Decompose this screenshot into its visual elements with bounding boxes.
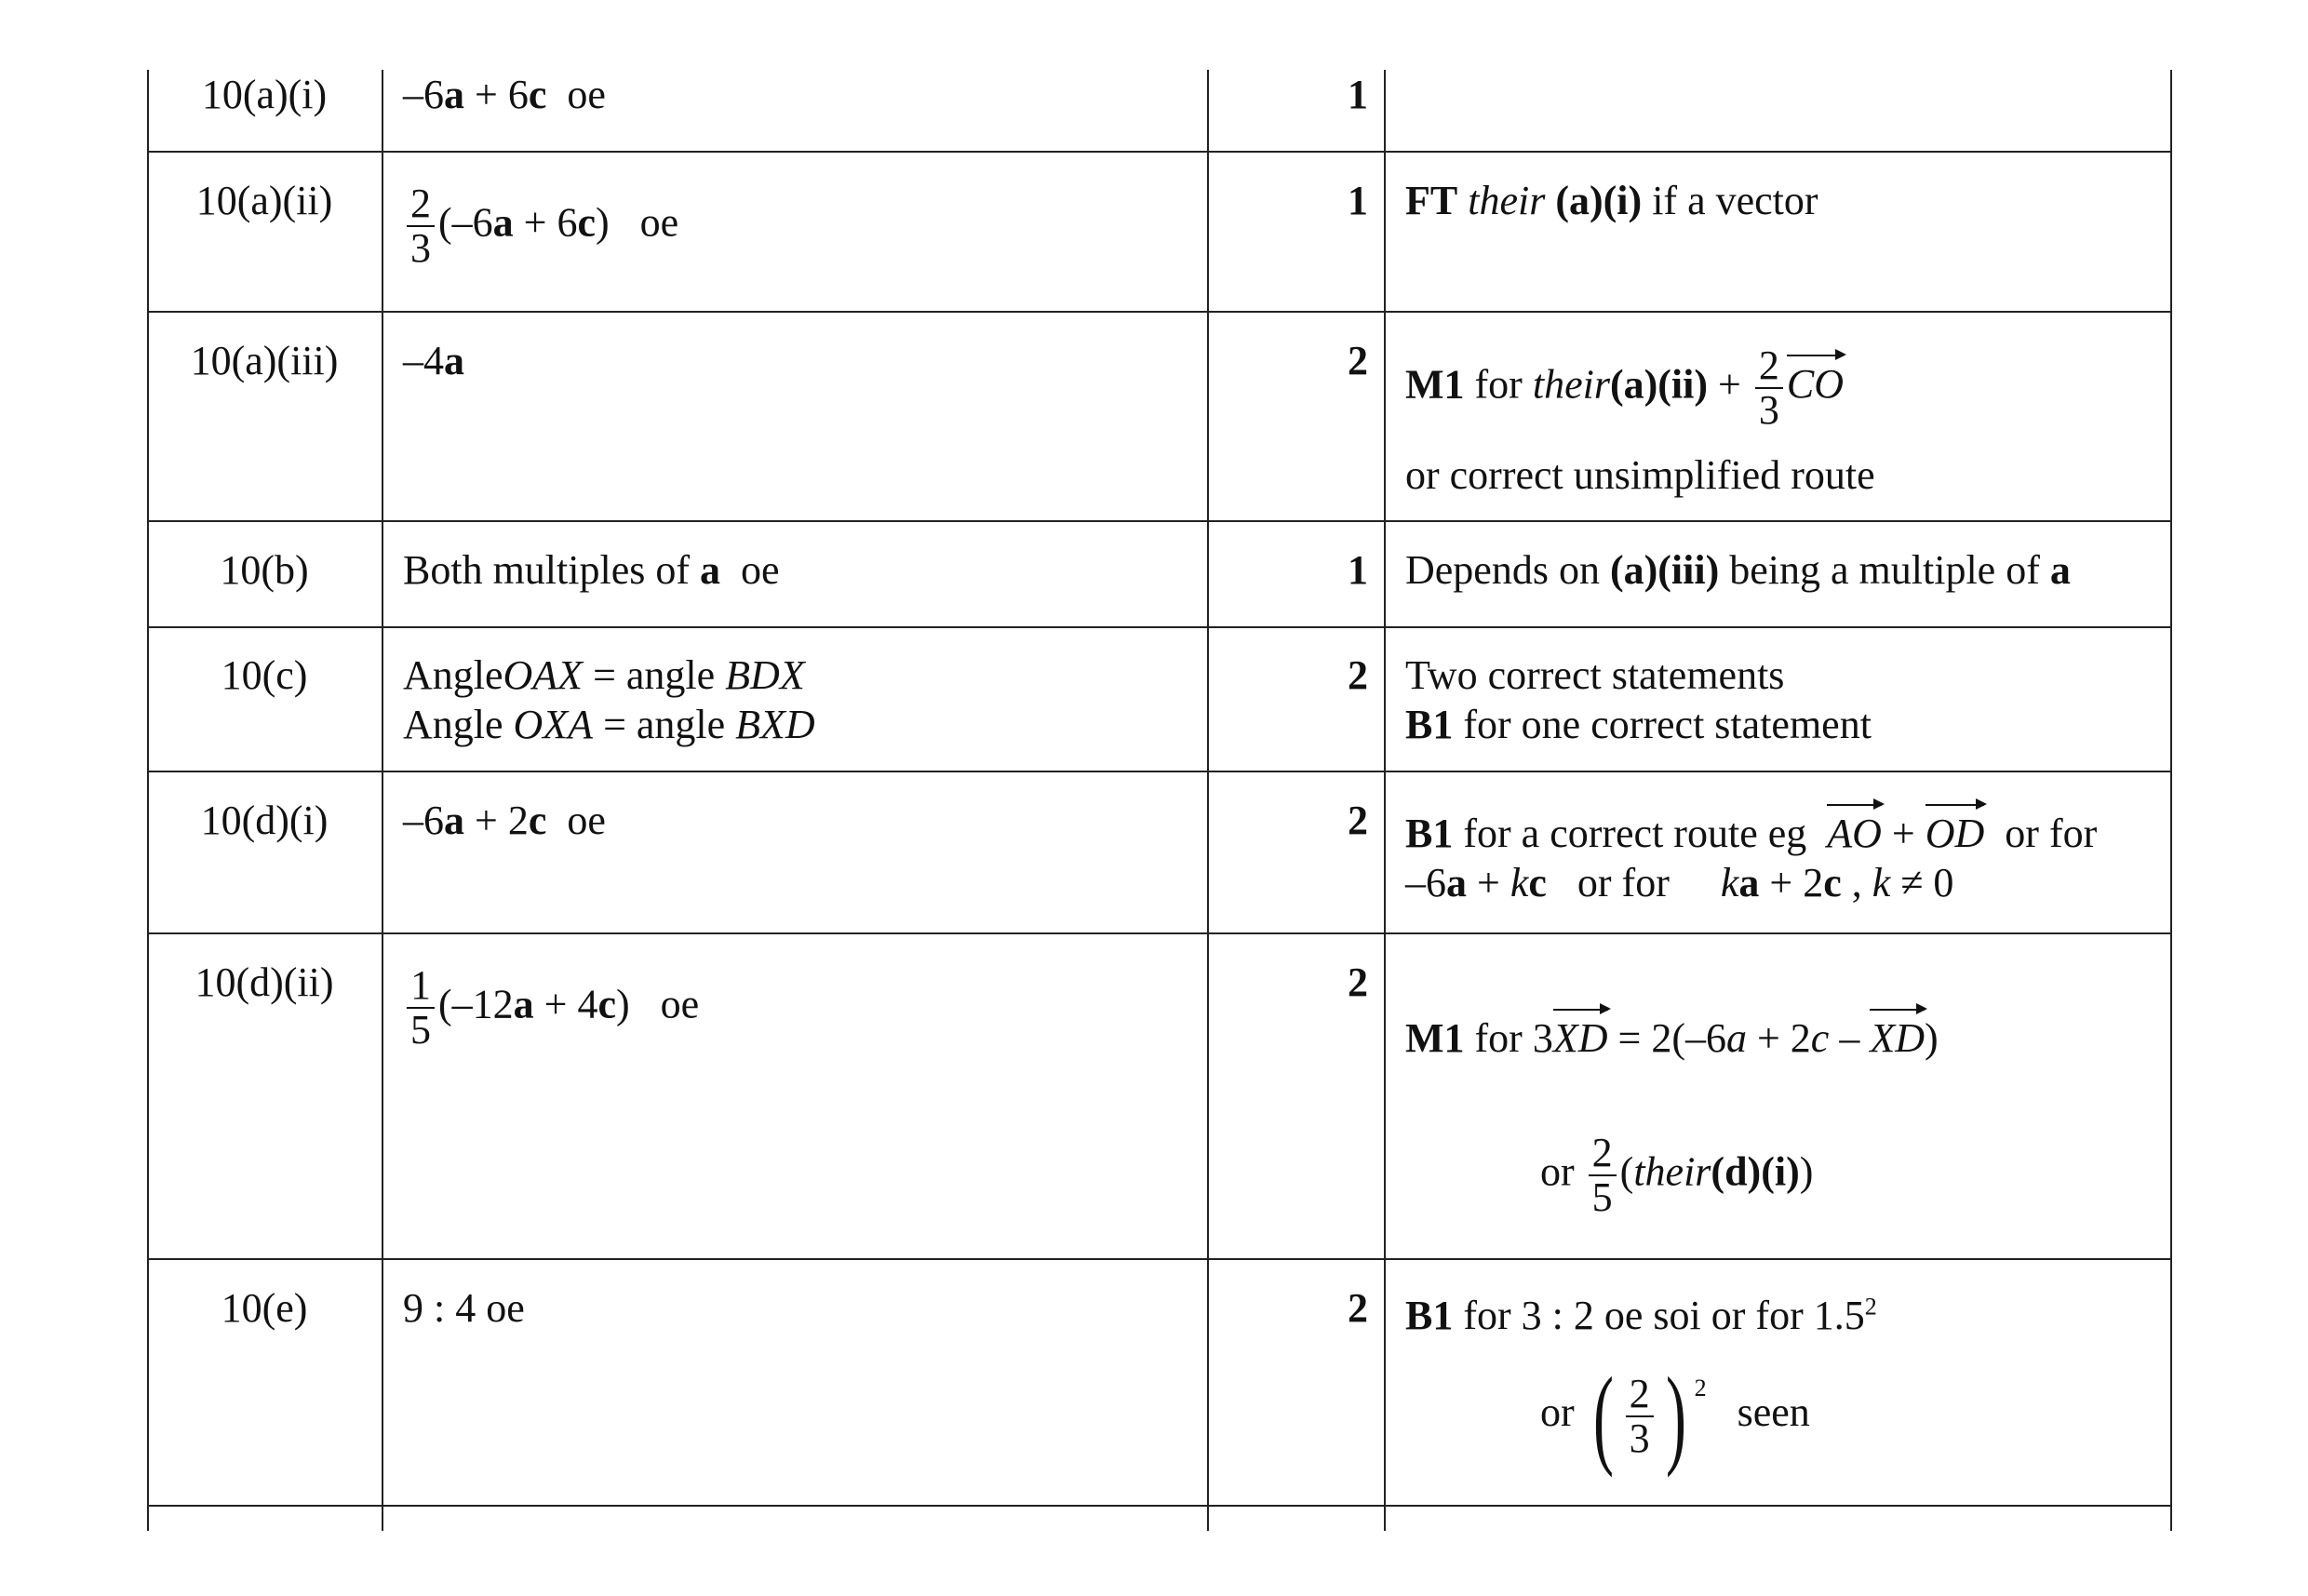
answer: AngleOAX = angle BDX Angle OXA = angle BXD (403, 652, 815, 747)
marks: 1 (1348, 547, 1368, 593)
answer: $\frac{2}{3}$ (–6a + 6c) oe (403, 182, 678, 270)
row-divider (147, 520, 2172, 522)
guidance: Two correct statements B1 for one correct statement (1405, 652, 1872, 747)
answer: –6a + 6c oe (403, 72, 606, 117)
row-divider (147, 771, 2172, 772)
row-divider (147, 1258, 2172, 1260)
marks: 2 (1348, 652, 1368, 698)
row-divider (147, 151, 2172, 153)
table-border-right (2170, 70, 2172, 1531)
marks: 2 (1348, 959, 1368, 1005)
column-divider (1207, 70, 1209, 1531)
answer: 9 : 4 oe (403, 1285, 525, 1331)
answer: –4a (403, 338, 464, 383)
guidance: M1 for 3XD = 2(–6a + 2c – XD) (1405, 1014, 1939, 1064)
question-number: 10(a)(ii) (195, 178, 333, 223)
guidance: or correct unsimplified route (1405, 452, 1875, 498)
guidance: FT their (a)(i) if a vector (1405, 178, 1818, 223)
row-divider (147, 932, 2172, 934)
row-divider (147, 626, 2172, 628)
row-divider (147, 311, 2172, 313)
marks: 2 (1348, 798, 1368, 843)
guidance: or $\frac{2}{5}$ (their(d)(i)) (1540, 1130, 1814, 1221)
row-divider (147, 1505, 2172, 1507)
guidance: or ( $\frac{2}{3}$ ) $^2$ seen (1540, 1354, 1810, 1478)
marks: 2 (1348, 1285, 1368, 1331)
column-divider (382, 70, 383, 1531)
marks: 1 (1348, 178, 1368, 223)
question-number: 10(d)(ii) (195, 959, 334, 1005)
column-divider (1384, 70, 1386, 1531)
guidance: B1 for 3 : 2 oe soi or for $1.5^2$ (1405, 1293, 1877, 1338)
marks: 2 (1348, 338, 1368, 383)
question-number: 10(b) (220, 547, 309, 593)
question-number: 10(e) (221, 1285, 308, 1331)
answer: $\frac{1}{5}$ (–12a + 4c) oe (403, 964, 699, 1052)
question-number: 10(a)(i) (201, 72, 328, 117)
guidance: M1 for their(a)(ii) + $\frac{2}{3}$ CO (1405, 342, 1844, 434)
answer: –6a + 2c oe (403, 798, 606, 843)
question-number: 10(a)(iii) (190, 338, 339, 383)
guidance: B1 for a correct route eg AO + OD or for –6a + kc or for ka + 2c , k ≠ 0 (1405, 811, 2098, 905)
marks: 1 (1348, 72, 1368, 117)
guidance: Depends on (a)(iii) being a multiple of a (1405, 547, 2071, 593)
question-number: 10(d)(i) (200, 798, 329, 843)
question-number: 10(c) (221, 652, 308, 698)
answer: Both multiples of a oe (403, 547, 780, 593)
